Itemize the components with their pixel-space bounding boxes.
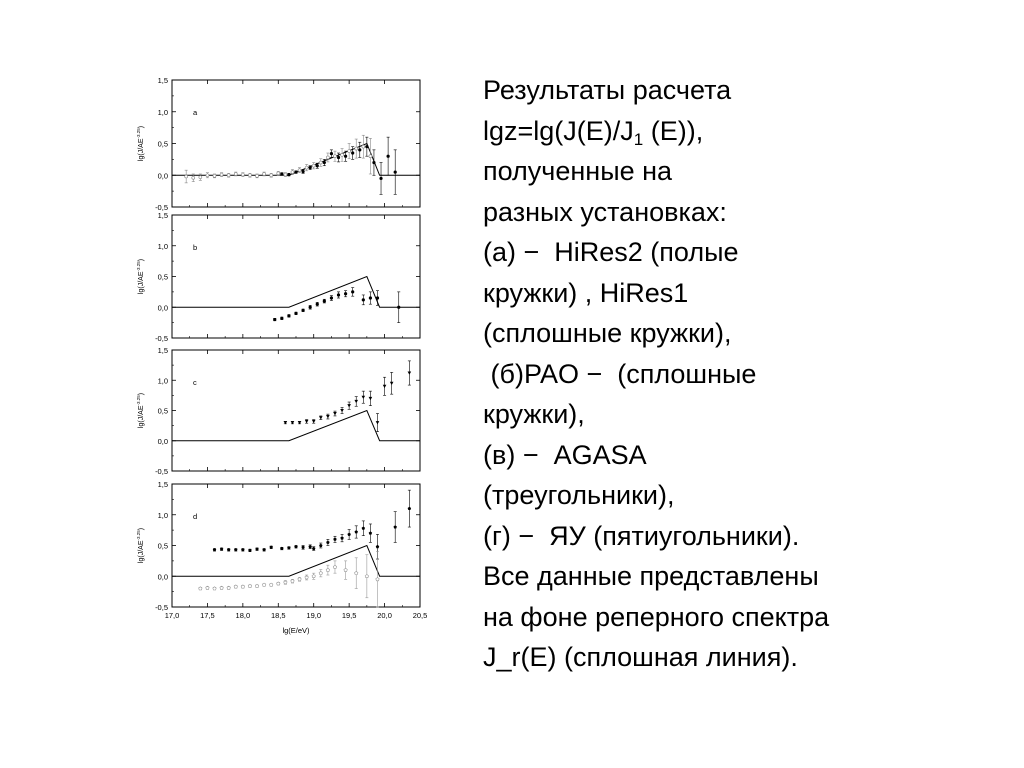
data-point <box>323 300 326 303</box>
caption-line-10: (в) − AGASA <box>483 439 647 470</box>
y-tick-label: -0,5 <box>155 467 168 476</box>
y-axis-label-end: ) <box>138 125 145 129</box>
data-point <box>394 170 397 173</box>
y-tick-label: 1,0 <box>157 241 168 251</box>
data-point <box>298 578 301 581</box>
x-axis-label: lg(E/eV) <box>282 626 310 635</box>
data-point <box>326 568 329 571</box>
y-tick-label: 0,5 <box>157 272 168 282</box>
data-point <box>287 314 290 317</box>
x-tick-label: 19,5 <box>341 611 357 620</box>
data-point <box>369 531 372 534</box>
reference-line <box>172 546 420 577</box>
data-point <box>344 155 347 158</box>
y-tick-label: 0,5 <box>157 139 168 149</box>
data-point <box>390 382 394 385</box>
y-axis-label-end: ) <box>138 527 145 531</box>
data-point <box>305 166 308 169</box>
data-point <box>319 571 322 574</box>
data-point <box>372 161 375 164</box>
y-axis-label-end: ) <box>138 258 145 262</box>
data-point <box>294 170 297 173</box>
x-tick-label: 17,5 <box>200 611 215 620</box>
data-point <box>326 156 329 159</box>
data-point <box>287 173 290 176</box>
caption-line-2 <box>483 111 1003 152</box>
data-point <box>309 166 312 169</box>
data-point <box>326 541 329 544</box>
y-axis-label-sup: -3.25 <box>136 395 141 406</box>
data-point <box>330 296 333 299</box>
data-point <box>316 164 319 167</box>
data-point <box>309 306 312 309</box>
y-axis-label <box>136 528 145 563</box>
panel-a <box>136 76 420 212</box>
data-point <box>256 174 259 177</box>
caption-line-12: (г) − ЯУ (пятиугольники). <box>483 520 800 551</box>
y-tick-label: -0,5 <box>155 603 168 612</box>
x-tick-label: 17,0 <box>164 611 180 620</box>
data-point <box>355 571 358 574</box>
y-axis-label <box>136 393 145 428</box>
data-point <box>369 296 372 299</box>
y-axis-label-main: lg(J/AE <box>138 138 145 162</box>
y-tick-label: 0,0 <box>157 303 168 313</box>
data-point <box>291 579 294 582</box>
data-point <box>383 385 387 388</box>
data-point <box>319 161 322 164</box>
data-point <box>362 145 365 148</box>
caption-line-6: кружки) , HiRes1 <box>483 277 689 308</box>
y-axis-label <box>136 259 145 294</box>
data-point <box>362 526 365 529</box>
data-point <box>351 290 354 293</box>
data-point <box>263 172 266 175</box>
caption-line-11: (треугольники), <box>483 480 675 510</box>
data-point <box>284 581 287 584</box>
reference-line <box>172 277 420 308</box>
panel-letter: b <box>193 243 198 252</box>
data-point <box>312 574 315 577</box>
data-point <box>333 155 336 158</box>
panel-frame <box>172 215 420 338</box>
data-point <box>340 409 344 412</box>
data-point <box>369 155 372 158</box>
x-tick-label: 20,5 <box>412 611 428 620</box>
y-axis-label-main: lg(J/AE <box>138 405 145 429</box>
data-point <box>312 420 316 423</box>
caption-line-9: кружки), <box>483 399 585 429</box>
data-point <box>340 536 343 539</box>
data-point <box>365 574 368 577</box>
panel-b <box>136 211 420 343</box>
y-tick-label: 1,5 <box>157 211 168 220</box>
caption-line-5: (а) − HiRes2 (полые <box>483 237 739 267</box>
x-tick-label: 18,5 <box>270 611 286 620</box>
y-tick-label: 1,5 <box>157 346 168 355</box>
data-point <box>358 148 361 151</box>
data-point <box>341 153 344 156</box>
caption-line-1: Результаты расчета <box>483 75 732 105</box>
panel-letter: d <box>193 512 198 521</box>
data-point <box>344 568 347 571</box>
data-point <box>206 174 209 177</box>
data-point <box>376 296 379 299</box>
data-point <box>270 174 273 177</box>
panel-frame <box>172 80 420 207</box>
data-point <box>305 576 308 579</box>
series-triangle <box>284 361 412 432</box>
panel-frame <box>172 350 420 471</box>
data-point <box>273 318 276 321</box>
caption-line-14: на фоне реперного спектра <box>483 601 830 632</box>
data-point <box>280 317 283 320</box>
data-point <box>241 173 244 176</box>
data-point <box>408 371 412 374</box>
y-axis-label-main: lg(J/AE <box>138 540 145 564</box>
data-point <box>301 309 304 312</box>
series-pentagon-filled <box>213 490 411 559</box>
caption-line-2-subscript: 1 <box>633 129 644 149</box>
caption-line-2b: (E)), <box>643 115 704 146</box>
data-point <box>220 173 223 176</box>
data-point <box>298 169 301 172</box>
panel-letter: c <box>193 378 197 387</box>
y-axis-label-sup: -3.25 <box>136 530 141 541</box>
data-point <box>355 147 358 150</box>
data-point <box>348 150 351 153</box>
caption-line-15: J_r(E) (сплошная линия). <box>483 642 798 672</box>
series-pentagon-open <box>199 552 380 607</box>
y-tick-label: 1,5 <box>157 480 168 489</box>
y-axis-label-end: ) <box>138 392 145 396</box>
x-tick-label: 19,0 <box>306 611 322 620</box>
y-tick-label: -0,5 <box>155 203 168 212</box>
data-point <box>333 538 336 541</box>
y-axis-label-main: lg(J/AE <box>138 271 145 295</box>
caption-line-3: полученные на <box>483 156 673 186</box>
data-point <box>312 547 315 550</box>
data-point <box>376 545 379 548</box>
data-point <box>305 420 309 423</box>
y-axis-label-sup: -3.25 <box>136 128 141 139</box>
data-point <box>408 507 411 510</box>
data-point <box>192 176 195 179</box>
data-point <box>347 533 350 536</box>
data-point <box>319 416 323 419</box>
caption-line-7: (сплошные кружки), <box>483 318 732 348</box>
y-tick-label: -0,5 <box>155 334 168 343</box>
data-point <box>301 546 304 549</box>
chart-svg <box>0 0 460 768</box>
y-axis-label-sup: -3.25 <box>136 261 141 272</box>
y-tick-label: 1,0 <box>157 376 168 386</box>
y-tick-label: 1,0 <box>157 107 168 117</box>
data-point <box>337 293 340 296</box>
data-point <box>312 164 315 167</box>
panel-c <box>136 346 420 476</box>
y-tick-label: 0,0 <box>157 436 168 446</box>
y-tick-label: 1,5 <box>157 76 168 85</box>
caption-line-8: (б)PAO − (сплошные <box>483 358 757 389</box>
y-tick-label: 0,0 <box>157 171 168 181</box>
caption-text <box>483 70 1003 678</box>
data-point <box>308 545 311 548</box>
data-point <box>185 175 188 178</box>
data-point <box>393 525 396 528</box>
data-point <box>316 303 319 306</box>
reference-line <box>172 411 420 441</box>
series-filled-circle <box>273 288 400 323</box>
x-tick-label: 20,0 <box>377 611 392 620</box>
data-point <box>362 396 366 399</box>
x-tick-label: 18,0 <box>235 611 251 620</box>
data-point <box>397 306 400 309</box>
data-point <box>277 172 280 175</box>
data-point <box>280 172 283 175</box>
data-point <box>362 298 365 301</box>
data-point <box>379 177 382 180</box>
y-tick-label: 1,0 <box>157 510 168 520</box>
caption-line-13: Все данные представлены <box>483 561 819 591</box>
data-point <box>199 176 202 179</box>
data-point <box>294 312 297 315</box>
data-point <box>323 161 326 164</box>
data-point <box>284 173 287 176</box>
data-point <box>344 292 347 295</box>
data-point <box>337 156 340 159</box>
y-axis-label <box>136 126 145 161</box>
data-point <box>376 578 379 581</box>
data-point <box>330 152 333 155</box>
data-point <box>234 172 237 175</box>
y-tick-label: 0,5 <box>157 541 168 551</box>
y-tick-label: 0,5 <box>157 406 168 416</box>
data-point <box>319 544 322 547</box>
data-point <box>354 400 358 403</box>
data-point <box>355 530 358 533</box>
data-point <box>347 404 351 407</box>
data-point <box>326 415 330 418</box>
data-point <box>333 565 336 568</box>
caption-line-2a: lgz=lg(J(E)/J <box>483 115 634 146</box>
data-point <box>369 397 373 400</box>
data-point <box>291 171 294 174</box>
data-point <box>351 151 354 154</box>
figure-area <box>0 0 460 768</box>
data-point <box>333 412 337 415</box>
data-point <box>248 174 251 177</box>
series-filled-circle <box>280 137 397 194</box>
data-point <box>387 155 390 158</box>
panel-letter: a <box>193 108 198 117</box>
data-point <box>365 145 368 148</box>
data-point <box>301 170 304 173</box>
caption-line-4: разных установках: <box>483 196 727 227</box>
data-point <box>213 174 216 177</box>
data-point <box>227 174 230 177</box>
data-point <box>376 421 380 424</box>
panel-d <box>136 480 420 612</box>
y-tick-label: 0,0 <box>157 572 168 582</box>
